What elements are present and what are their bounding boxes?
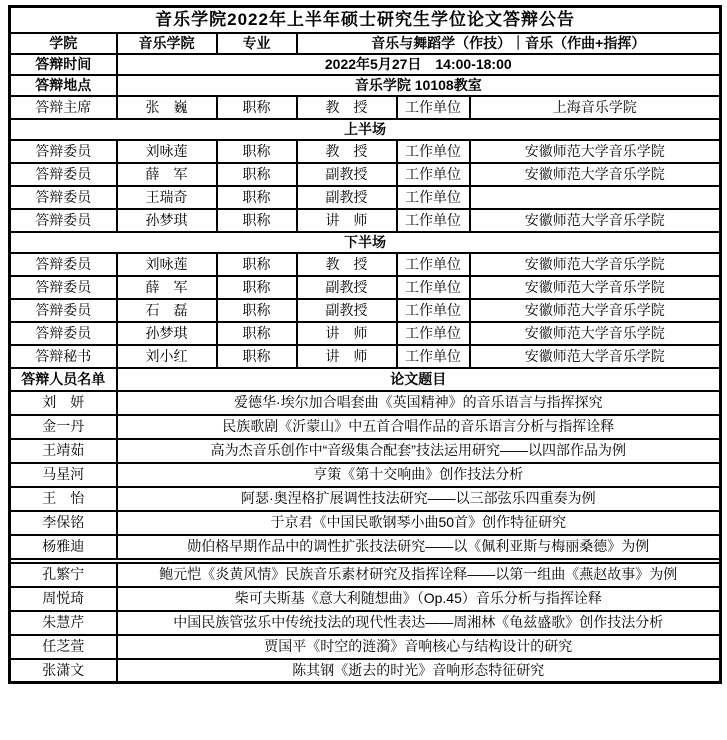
section-header-first-half xyxy=(10,119,721,140)
thesis-name: 杨雅迪 xyxy=(10,535,117,559)
member-title: 讲 师 xyxy=(297,345,397,368)
thesis-name: 金一丹 xyxy=(10,415,117,439)
member-org: 安徽师范大学音乐学院 xyxy=(470,140,721,163)
org-label: 工作单位 xyxy=(397,253,470,276)
member-org xyxy=(470,186,721,209)
chair-row xyxy=(10,96,721,119)
section-header-label: 上半场 xyxy=(10,119,721,140)
title-label: 职称 xyxy=(217,209,297,232)
chair-role: 答辩主席 xyxy=(10,96,117,119)
member-name: 刘小红 xyxy=(117,345,217,368)
member-name: 孙梦琪 xyxy=(117,209,217,232)
member-row xyxy=(10,322,721,345)
member-name: 石 磊 xyxy=(117,299,217,322)
major-value: 音乐与舞蹈学（作技）｜音乐（作曲+指挥） xyxy=(297,33,721,54)
thesis-topic: 爱德华·埃尔加合唱套曲《英国精神》的音乐语言与指挥探究 xyxy=(117,391,721,415)
member-row xyxy=(10,209,721,232)
member-role: 答辩委员 xyxy=(10,322,117,345)
defense-time-row xyxy=(10,54,721,75)
member-title: 讲 师 xyxy=(297,322,397,345)
member-title: 副教授 xyxy=(297,276,397,299)
member-role: 答辩委员 xyxy=(10,186,117,209)
thesis-name: 刘 妍 xyxy=(10,391,117,415)
thesis-name: 李保铭 xyxy=(10,511,117,535)
title-row xyxy=(10,7,721,33)
college-value: 音乐学院 xyxy=(117,33,217,54)
thesis-row xyxy=(10,563,721,587)
defense-time-label: 答辩时间 xyxy=(10,54,117,75)
title-label: 职称 xyxy=(217,253,297,276)
thesis-topic: 亨策《第十交响曲》创作技法分析 xyxy=(117,463,721,487)
org-label: 工作单位 xyxy=(397,186,470,209)
section-header-second-half xyxy=(10,232,721,253)
org-label: 工作单位 xyxy=(397,163,470,186)
thesis-row xyxy=(10,635,721,659)
org-label: 工作单位 xyxy=(397,209,470,232)
thesis-row xyxy=(10,511,721,535)
defense-venue-label: 答辩地点 xyxy=(10,75,117,96)
member-name: 刘咏莲 xyxy=(117,253,217,276)
thesis-name: 孔繁宁 xyxy=(10,563,117,587)
member-role: 答辩委员 xyxy=(10,299,117,322)
member-name: 王瑞奇 xyxy=(117,186,217,209)
member-title: 副教授 xyxy=(297,299,397,322)
member-row xyxy=(10,345,721,368)
title-label: 职称 xyxy=(217,163,297,186)
chair-title: 教 授 xyxy=(297,96,397,119)
defense-venue-value: 音乐学院 10108教室 xyxy=(117,75,721,96)
thesis-row xyxy=(10,535,721,559)
thesis-topic: 高为杰音乐创作中“音级集合配套”技法运用研究——以四部作品为例 xyxy=(117,439,721,463)
member-title: 副教授 xyxy=(297,163,397,186)
title-label: 职称 xyxy=(217,276,297,299)
org-label: 工作单位 xyxy=(397,299,470,322)
title-label: 职称 xyxy=(217,96,297,119)
college-label: 学院 xyxy=(10,33,117,54)
title-label: 职称 xyxy=(217,186,297,209)
org-label: 工作单位 xyxy=(397,345,470,368)
thesis-topic: 民族歌剧《沂蒙山》中五首合唱作品的音乐语言分析与指挥诠释 xyxy=(117,415,721,439)
defense-list-header-row xyxy=(10,368,721,391)
thesis-row xyxy=(10,611,721,635)
member-name: 薛 军 xyxy=(117,276,217,299)
thesis-topic: 鲍元恺《炎黄风情》民族音乐素材研究及指挥诠释——以第一组曲《燕赵故事》为例 xyxy=(117,563,721,587)
org-label: 工作单位 xyxy=(397,140,470,163)
thesis-topic: 陈其钢《逝去的时光》音响形态特征研究 xyxy=(117,659,721,683)
defense-list-name-header: 答辩人员名单 xyxy=(10,368,117,391)
thesis-name: 王 怡 xyxy=(10,487,117,511)
member-role: 答辩委员 xyxy=(10,253,117,276)
major-label: 专业 xyxy=(217,33,297,54)
member-row xyxy=(10,299,721,322)
member-org: 安徽师范大学音乐学院 xyxy=(470,253,721,276)
announcement-table xyxy=(8,5,722,684)
title-label: 职称 xyxy=(217,345,297,368)
section-header-label: 下半场 xyxy=(10,232,721,253)
org-label: 工作单位 xyxy=(397,322,470,345)
thesis-row xyxy=(10,415,721,439)
chair-org: 上海音乐学院 xyxy=(470,96,721,119)
thesis-topic: 柴可夫斯基《意大利随想曲》（Op.45）音乐分析与指挥诠释 xyxy=(117,587,721,611)
member-name: 薛 军 xyxy=(117,163,217,186)
thesis-name: 马星河 xyxy=(10,463,117,487)
thesis-row xyxy=(10,463,721,487)
thesis-topic: 勋伯格早期作品中的调性扩张技法研究——以《佩利亚斯与梅丽桑德》为例 xyxy=(117,535,721,559)
page-title: 音乐学院2022年上半年硕士研究生学位论文答辩公告 xyxy=(10,7,721,33)
member-title: 副教授 xyxy=(297,186,397,209)
member-title: 教 授 xyxy=(297,253,397,276)
thesis-topic: 贾国平《时空的涟漪》音响核心与结构设计的研究 xyxy=(117,635,721,659)
thesis-row xyxy=(10,659,721,683)
thesis-topic: 于京君《中国民歌钢琴小曲50首》创作特征研究 xyxy=(117,511,721,535)
thesis-row xyxy=(10,439,721,463)
member-row xyxy=(10,186,721,209)
member-role: 答辩秘书 xyxy=(10,345,117,368)
member-row xyxy=(10,276,721,299)
thesis-row xyxy=(10,391,721,415)
thesis-row xyxy=(10,587,721,611)
defense-time-value: 2022年5月27日 14:00-18:00 xyxy=(117,54,721,75)
member-role: 答辩委员 xyxy=(10,209,117,232)
thesis-topic: 中国民族管弦乐中传统技法的现代性表达——周湘林《龟兹盛歌》创作技法分析 xyxy=(117,611,721,635)
member-role: 答辩委员 xyxy=(10,140,117,163)
thesis-topic: 阿瑟·奥涅格扩展调性技法研究——以三部弦乐四重奏为例 xyxy=(117,487,721,511)
title-label: 职称 xyxy=(217,322,297,345)
member-org: 安徽师范大学音乐学院 xyxy=(470,345,721,368)
chair-name: 张 巍 xyxy=(117,96,217,119)
member-title: 讲 师 xyxy=(297,209,397,232)
thesis-row xyxy=(10,487,721,511)
thesis-name: 朱慧芹 xyxy=(10,611,117,635)
thesis-name: 王靖茹 xyxy=(10,439,117,463)
member-org: 安徽师范大学音乐学院 xyxy=(470,322,721,345)
member-name: 刘咏莲 xyxy=(117,140,217,163)
title-label: 职称 xyxy=(217,140,297,163)
college-major-row xyxy=(10,33,721,54)
member-row xyxy=(10,140,721,163)
member-row xyxy=(10,163,721,186)
member-org: 安徽师范大学音乐学院 xyxy=(470,299,721,322)
member-org: 安徽师范大学音乐学院 xyxy=(470,209,721,232)
member-row xyxy=(10,253,721,276)
member-name: 孙梦琪 xyxy=(117,322,217,345)
defense-list-topic-header: 论文题目 xyxy=(117,368,721,391)
thesis-name: 张潇文 xyxy=(10,659,117,683)
org-label: 工作单位 xyxy=(397,276,470,299)
member-org: 安徽师范大学音乐学院 xyxy=(470,163,721,186)
title-label: 职称 xyxy=(217,299,297,322)
thesis-name: 任芝萱 xyxy=(10,635,117,659)
member-role: 答辩委员 xyxy=(10,163,117,186)
defense-venue-row xyxy=(10,75,721,96)
member-title: 教 授 xyxy=(297,140,397,163)
member-role: 答辩委员 xyxy=(10,276,117,299)
thesis-name: 周悦琦 xyxy=(10,587,117,611)
member-org: 安徽师范大学音乐学院 xyxy=(470,276,721,299)
org-label: 工作单位 xyxy=(397,96,470,119)
